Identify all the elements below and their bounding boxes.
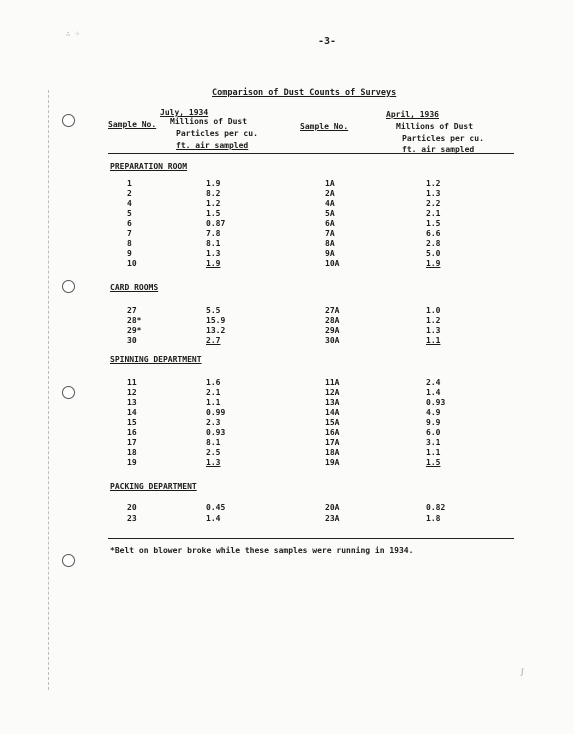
document-title: Comparison of Dust Counts of Surveys <box>212 88 397 98</box>
dust-count-1934: 1.6 <box>206 378 221 387</box>
table-row <box>0 514 574 523</box>
sample-number-1936: 14A <box>325 408 340 417</box>
year-1934-header: July, 1934 <box>160 108 209 117</box>
sample-number-1934: 14 <box>127 408 137 417</box>
sample-number-1936: 23A <box>325 514 340 523</box>
table-row <box>0 398 574 407</box>
dust-count-1936: 2.2 <box>426 199 441 208</box>
dust-count-1936: 2.4 <box>426 378 441 387</box>
sample-number-1936: 2A <box>325 189 335 198</box>
dust-count-1936: 1.1 <box>426 448 441 457</box>
dust-count-1936: 3.1 <box>426 438 441 447</box>
dust-count-1936: 5.0 <box>426 249 441 258</box>
millions-header-2-line3: ft. air sampled <box>402 145 475 154</box>
table-row <box>0 378 574 387</box>
section-heading-packing-department: PACKING DEPARTMENT <box>110 482 197 491</box>
table-row <box>0 259 574 268</box>
dust-count-1936: 1.2 <box>426 179 441 188</box>
table-row <box>0 503 574 512</box>
punch-hole-2 <box>62 280 75 293</box>
table-row <box>0 458 574 467</box>
dust-count-1934: 1.9 <box>206 179 221 188</box>
sample-number-1936: 29A <box>325 326 340 335</box>
dust-count-1934: 8.1 <box>206 239 221 248</box>
footnote: *Belt on blower broke while these samples were running in 1934. <box>110 546 414 555</box>
dust-count-1936: 1.5 <box>426 458 441 467</box>
sample-number-1936: 15A <box>325 418 340 427</box>
sample-number-1934: 11 <box>127 378 137 387</box>
sample-number-1934: 16 <box>127 428 137 437</box>
sample-number-1936: 1A <box>325 179 335 188</box>
table-row <box>0 336 574 345</box>
sample-number-1934: 19 <box>127 458 137 467</box>
table-row <box>0 326 574 335</box>
dust-count-1934: 0.99 <box>206 408 226 417</box>
sample-number-1936: 11A <box>325 378 340 387</box>
dust-count-1934: 7.8 <box>206 229 221 238</box>
sample-number-1936: 12A <box>325 388 340 397</box>
dust-count-1936: 9.9 <box>426 418 441 427</box>
sample-number-1934: 29* <box>127 326 142 335</box>
sample-number-1934: 10 <box>127 259 137 268</box>
table-row <box>0 316 574 325</box>
dust-count-1934: 0.45 <box>206 503 226 512</box>
dust-count-1934: 1.4 <box>206 514 221 523</box>
sample-number-1934: 30 <box>127 336 137 345</box>
table-row <box>0 249 574 258</box>
sample-number-1936: 19A <box>325 458 340 467</box>
table-row <box>0 199 574 208</box>
header-rule <box>108 153 514 154</box>
sample-number-1936: 8A <box>325 239 335 248</box>
table-row <box>0 209 574 218</box>
sample-number-1936: 7A <box>325 229 335 238</box>
dust-count-1936: 1.5 <box>426 219 441 228</box>
table-row <box>0 408 574 417</box>
punch-hole-4 <box>62 554 75 567</box>
dust-count-1934: 15.9 <box>206 316 226 325</box>
section-heading-preparation-room: PREPARATION ROOM <box>110 162 188 171</box>
table-row <box>0 179 574 188</box>
millions-header-2-line1: Millions of Dust <box>396 122 474 131</box>
table-row <box>0 448 574 457</box>
sample-number-1936: 20A <box>325 503 340 512</box>
millions-header-1-line2: Particles per cu. <box>176 129 258 138</box>
dust-count-1936: 1.9 <box>426 259 441 268</box>
sample-number-1934: 13 <box>127 398 137 407</box>
dust-count-1936: 1.8 <box>426 514 441 523</box>
dust-count-1936: 1.4 <box>426 388 441 397</box>
sample-number-1936: 27A <box>325 306 340 315</box>
dust-count-1934: 2.3 <box>206 418 221 427</box>
table-row <box>0 229 574 238</box>
dust-count-1934: 2.5 <box>206 448 221 457</box>
dust-count-1936: 6.6 <box>426 229 441 238</box>
sample-number-1934: 12 <box>127 388 137 397</box>
sample-number-1936: 4A <box>325 199 335 208</box>
dust-count-1936: 1.3 <box>426 189 441 198</box>
dust-count-1934: 2.1 <box>206 388 221 397</box>
table-row <box>0 189 574 198</box>
sample-number-1934: 20 <box>127 503 137 512</box>
sample-number-1936: 5A <box>325 209 335 218</box>
sample-number-1934: 9 <box>127 249 132 258</box>
dust-count-1936: 6.0 <box>426 428 441 437</box>
scan-speck: ʃ <box>520 668 525 676</box>
dust-count-1934: 1.3 <box>206 458 221 467</box>
dust-count-1934: 8.2 <box>206 189 221 198</box>
dust-count-1934: 8.1 <box>206 438 221 447</box>
dust-count-1936: 1.1 <box>426 336 441 345</box>
sample-no-header-1: Sample No. <box>108 120 157 129</box>
punch-hole-1 <box>62 114 75 127</box>
section-heading-card-rooms: CARD ROOMS <box>110 283 159 292</box>
page-number: -3- <box>318 36 337 47</box>
table-row <box>0 388 574 397</box>
dust-count-1934: 0.87 <box>206 219 226 228</box>
dust-count-1934: 2.7 <box>206 336 221 345</box>
sample-number-1936: 17A <box>325 438 340 447</box>
sample-number-1934: 17 <box>127 438 137 447</box>
dust-count-1936: 2.8 <box>426 239 441 248</box>
sample-number-1934: 8 <box>127 239 132 248</box>
millions-header-1-line1: Millions of Dust <box>170 117 248 126</box>
sample-no-header-2: Sample No. <box>300 122 349 131</box>
sample-number-1936: 13A <box>325 398 340 407</box>
table-row <box>0 428 574 437</box>
table-row <box>0 306 574 315</box>
sample-number-1936: 10A <box>325 259 340 268</box>
dust-count-1936: 0.82 <box>426 503 446 512</box>
year-1936-header: April, 1936 <box>386 110 439 119</box>
sample-number-1934: 5 <box>127 209 132 218</box>
sample-number-1934: 6 <box>127 219 132 228</box>
dust-count-1936: 1.3 <box>426 326 441 335</box>
dust-count-1934: 1.1 <box>206 398 221 407</box>
footer-rule <box>108 538 514 539</box>
dust-count-1934: 1.9 <box>206 259 221 268</box>
sample-number-1936: 6A <box>325 219 335 228</box>
sample-number-1936: 18A <box>325 448 340 457</box>
sample-number-1934: 18 <box>127 448 137 457</box>
millions-header-2-line2: Particles per cu. <box>402 134 484 143</box>
sample-number-1936: 9A <box>325 249 335 258</box>
dust-count-1934: 13.2 <box>206 326 226 335</box>
dust-count-1934: 1.2 <box>206 199 221 208</box>
dust-count-1936: 1.0 <box>426 306 441 315</box>
dust-count-1936: 1.2 <box>426 316 441 325</box>
sample-number-1934: 1 <box>127 179 132 188</box>
table-row <box>0 418 574 427</box>
dust-count-1934: 1.3 <box>206 249 221 258</box>
scan-speck: ∴ ⁘ <box>66 30 81 38</box>
table-row <box>0 239 574 248</box>
dust-count-1936: 2.1 <box>426 209 441 218</box>
dust-count-1934: 0.93 <box>206 428 226 437</box>
sample-number-1936: 16A <box>325 428 340 437</box>
table-row <box>0 219 574 228</box>
sample-number-1936: 28A <box>325 316 340 325</box>
sample-number-1934: 23 <box>127 514 137 523</box>
sample-number-1934: 2 <box>127 189 132 198</box>
sample-number-1934: 15 <box>127 418 137 427</box>
sample-number-1934: 7 <box>127 229 132 238</box>
dust-count-1936: 4.9 <box>426 408 441 417</box>
sample-number-1934: 4 <box>127 199 132 208</box>
sample-number-1936: 30A <box>325 336 340 345</box>
dust-count-1934: 1.5 <box>206 209 221 218</box>
dust-count-1934: 5.5 <box>206 306 221 315</box>
table-row <box>0 438 574 447</box>
section-heading-spinning-department: SPINNING DEPARTMENT <box>110 355 202 364</box>
sample-number-1934: 28* <box>127 316 142 325</box>
dust-count-1936: 0.93 <box>426 398 446 407</box>
sample-number-1934: 27 <box>127 306 137 315</box>
millions-header-1-line3: ft. air sampled <box>176 141 249 150</box>
